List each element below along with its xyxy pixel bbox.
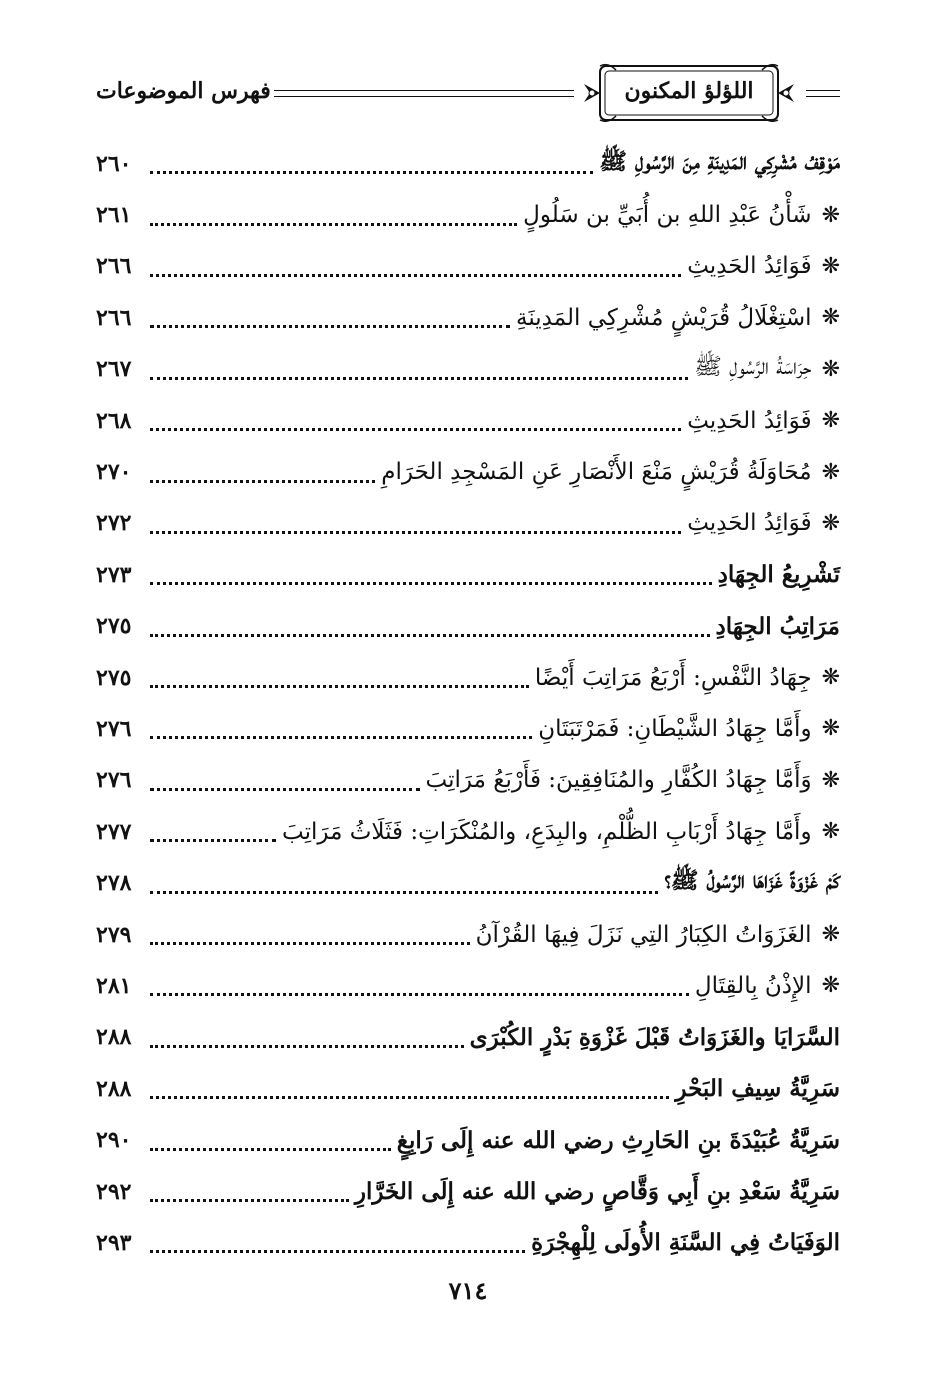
toc-entry-page: ٢٧٣ [96,561,132,588]
toc-entry-title: الوَفَيَاتُ فِي السَّنَةِ الأُولَى لِلْهِجْرَةِ [531,1229,840,1257]
toc-entry [96,241,840,292]
dot-leader [150,1250,525,1253]
toc-entry-title: وأَمَّا جِهَادُ الشَّيْطَانِ: فَمَرْتَبَتَانِ [538,715,812,742]
dot-leader [150,788,420,791]
toc-entry-page: ٢٨٨ [96,1075,132,1102]
bullet-star-icon: ❋ [821,665,840,691]
dot-leader [150,942,470,945]
toc-entry-title: فَوَائِدُ الحَدِيثِ [687,510,812,537]
toc-entry-title: السَّرَايَا والغَزَوَاتُ قَبْلَ غَزْوَةِ بَدْرٍ الكُبْرَى [469,1023,840,1051]
toc-entry-page: ٢٦٦ [96,304,132,331]
toc-entry [96,601,840,652]
toc-entry-title: جِهَادُ النَّفْسِ: أَرْبَعُ مَرَاتِبَ أَيْضًا [534,664,812,691]
toc-entry-page: ٢٧٦ [96,715,132,742]
toc-entry-page: ٢٩٢ [96,1178,132,1205]
bullet-star-icon: ❋ [821,819,840,845]
bullet-star-icon: ❋ [821,356,840,382]
toc-entry-page: ٢٧٥ [96,613,132,640]
dot-leader [150,171,593,174]
toc-entry-page: ٢٦١ [96,202,132,229]
dot-leader [150,325,510,328]
toc-entry-page: ٢٧٨ [96,870,132,897]
toc-entry [96,909,840,960]
toc-entry-title: فَوَائِدُ الحَدِيثِ [687,407,812,434]
header-book-title-framed: اللؤلؤ المكنون [624,78,754,104]
toc-entry [96,1166,840,1217]
toc-entry [96,960,840,1011]
toc-entry-page: ٢٦٦ [96,253,132,280]
toc-entry-page: ٢٧٢ [96,510,132,537]
dot-leader [150,582,712,585]
toc-entry-title: مَوْقِفُ مُشْرِكِي المَدِينَةِ مِنَ الرَّسُولِ ﷺ [599,147,840,175]
dot-leader [150,274,681,277]
toc-entry-page: ٢٧٥ [96,664,132,691]
toc-entry-title: مُحَاوَلَةُ قُرَيْشٍ مَنْعَ الأَنْصَارِ عَنِ المَسْجِدِ الحَرَامِ [381,459,812,486]
running-header [96,62,840,124]
toc-entry [96,857,840,908]
toc-entry [96,703,840,754]
toc-entry-title: حِرَاسَةُ الرَّسُولِ ﷺ [694,354,812,381]
toc-entry-title: شَأْنُ عَبْدِ اللهِ بن أُبَيِّ بن سَلُولٍ [523,202,812,229]
toc-entry-page: ٢٧٩ [96,921,132,948]
toc-entry [96,652,840,703]
toc-entry [96,1012,840,1063]
toc-entry-title: تَشْرِيعُ الجِهَادِ [717,561,840,589]
toc-entry-page: ٢٧٦ [96,767,132,794]
bullet-star-icon: ❋ [821,459,840,485]
toc-entry-title: وَأَمَّا جِهَادُ الكُفَّارِ والمُنَافِقِينَ: فَأَرْبَعُ مَرَاتِبَ [425,767,812,794]
toc-entry-page: ٢٩٣ [96,1229,132,1256]
dot-leader [150,839,276,842]
bullet-star-icon: ❋ [821,767,840,793]
table-of-contents [96,138,840,1269]
toc-entry-page: ٢٩٠ [96,1127,132,1154]
dot-leader [150,223,517,226]
dot-leader [150,1096,669,1099]
toc-entry [96,292,840,343]
bullet-star-icon: ❋ [821,253,840,279]
dot-leader [150,1199,349,1202]
bullet-star-icon: ❋ [821,305,840,331]
toc-entry-title: اسْتِغْلَالُ قُرَيْشٍ مُشْرِكِي المَدِينَةِ [515,304,812,331]
dot-leader [150,993,689,996]
dot-leader [150,634,710,637]
toc-entry-page: ٢٨١ [96,972,132,999]
toc-entry-title: فَوَائِدُ الحَدِيثِ [687,253,812,280]
header-rule-left [274,90,574,97]
toc-entry [96,1114,840,1165]
toc-entry-title: سَرِيَّةُ سَعْدِ بنِ أَبِي وَقَّاصٍ رضي الله عنه إِلَى الخَرَّارِ [354,1178,840,1205]
dot-leader [150,685,529,688]
toc-entry [96,1063,840,1114]
toc-entry [96,344,840,395]
bullet-star-icon: ❋ [821,408,840,434]
toc-entry-title: سَرِيَّةُ عُبَيْدَةَ بنِ الحَارِثِ رضي الله عنه إِلَى رَابِغٍ [396,1126,840,1154]
bullet-star-icon: ❋ [821,510,840,536]
header-title-frame [578,62,800,124]
toc-entry-title: سَرِيَّةُ سِيفِ البَحْرِ [675,1075,840,1103]
toc-entry-title: وأَمَّا جِهَادُ أَرْبَابِ الظُّلْمِ، والبِدَعِ، والمُنْكَرَاتِ: فَثَلَاثُ مَرَاتِبَ [282,818,812,845]
toc-entry [96,806,840,857]
toc-entry [96,395,840,446]
page-number: ٧١٤ [448,1276,488,1305]
bullet-star-icon: ❋ [821,202,840,228]
dot-leader [150,891,658,894]
bullet-star-icon: ❋ [821,922,840,948]
dot-leader [150,480,375,483]
dot-leader [150,1148,391,1151]
bullet-star-icon: ❋ [821,716,840,742]
toc-entry [96,446,840,497]
toc-entry [96,549,840,600]
dot-leader [150,531,681,534]
dot-leader [150,428,681,431]
dot-leader [150,1045,464,1048]
toc-entry-page: ٢٦٠ [96,150,132,177]
toc-entry-page: ٢٨٨ [96,1024,132,1051]
toc-entry-page: ٢٧٧ [96,818,132,845]
toc-entry [96,189,840,240]
toc-entry-title: مَرَاتِبُ الجِهَادِ [715,612,840,640]
toc-entry [96,498,840,549]
bullet-star-icon: ❋ [821,973,840,999]
toc-entry-page: ٢٧٠ [96,459,132,486]
toc-entry-title: الإِذْنُ بِالقِتَالِ [694,972,812,999]
toc-entry-title: كَمْ غَزْوَةً غَزَاهَا الرَّسُولُ ﷺ؟ [664,867,840,895]
toc-entry [96,138,840,189]
toc-entry [96,755,840,806]
toc-entry-title: الغَزَوَاتُ الكِبَارُ التِي نَزَلَ فِيهَا القُرْآنُ [475,921,812,948]
dot-leader [150,736,532,739]
toc-entry-page: ٢٦٧ [96,356,132,383]
header-rule-right [806,90,840,97]
header-section-title: فهرس الموضوعات [96,78,271,104]
toc-entry [96,1217,840,1268]
toc-entry-page: ٢٦٨ [96,407,132,434]
dot-leader [150,377,688,380]
